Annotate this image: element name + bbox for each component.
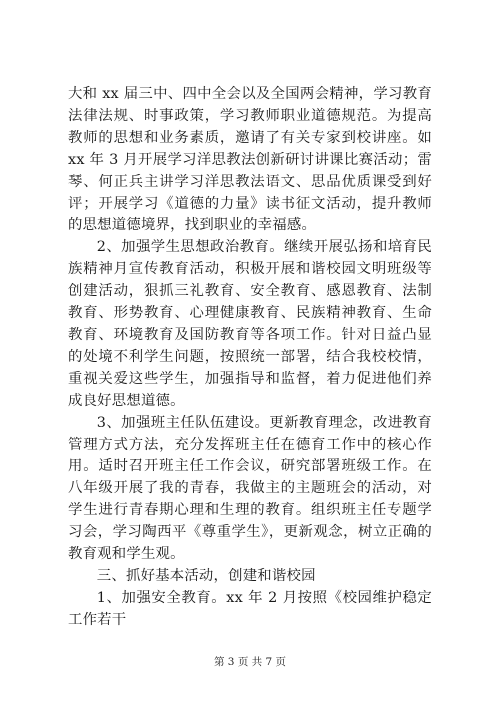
paragraph-safety-education: 1、加强安全教育。xx 年 2 月按照《校园维护稳定工作若干 [68,589,432,628]
paragraph-student-education: 2、加强学生思想政治教育。继续开展弘扬和培育民族精神月宣传教育活动，积极开展和谐校园文明班级等创建活动，狠抓三礼教育、安全教育、感恩教育、法制教育、形势教育、心理健康教育、民族精神教育、生命教育、环境教育及国防教育等各项工作。针对日益凸显的处境不利学生问题，按照统一部署，结合我校校情，重视关爱这些学生，加强指导和监督，着力促进他们养成良好思想道德。 [68,239,432,409]
page-number-footer: 第 3 页 共 7 页 [213,656,287,668]
paragraph-head-teacher: 3、加强班主任队伍建设。更新教育理念，改进教育管理方式方法，充分发挥班主任在德育工作中的核心作用。适时召开班主任工作会议，研究部署班级工作。在八年级开展了我的青春，我做主的主题班会的活动，对学生进行青春期心理和生理的教育。组织班主任专题学习会，学习陶西平《尊重学生》，更新观念，树立正确的教育观和学生观。 [68,414,432,563]
document-body [68,84,432,632]
section-heading-activities: 三、抓好基本活动，创建和谐校园 [96,567,316,584]
paragraph-teacher-study: 大和 xx 届三中、四中全会以及全国两会精神，学习教育法律法规、时事政策，学习教师职业道德规范。为提高教师的思想和业务素质，邀请了有关专家到校讲座。如 xx 年 3 月开展学习洋思教法创新研讨讲课比赛活动；雷琴、何正兵主讲学习洋思教法语文、思品优质课受到好评；开展学习《道德的力量》读书征文活动，提升教师的思想道德境界，找到职业的幸福感。 [68,86,432,234]
